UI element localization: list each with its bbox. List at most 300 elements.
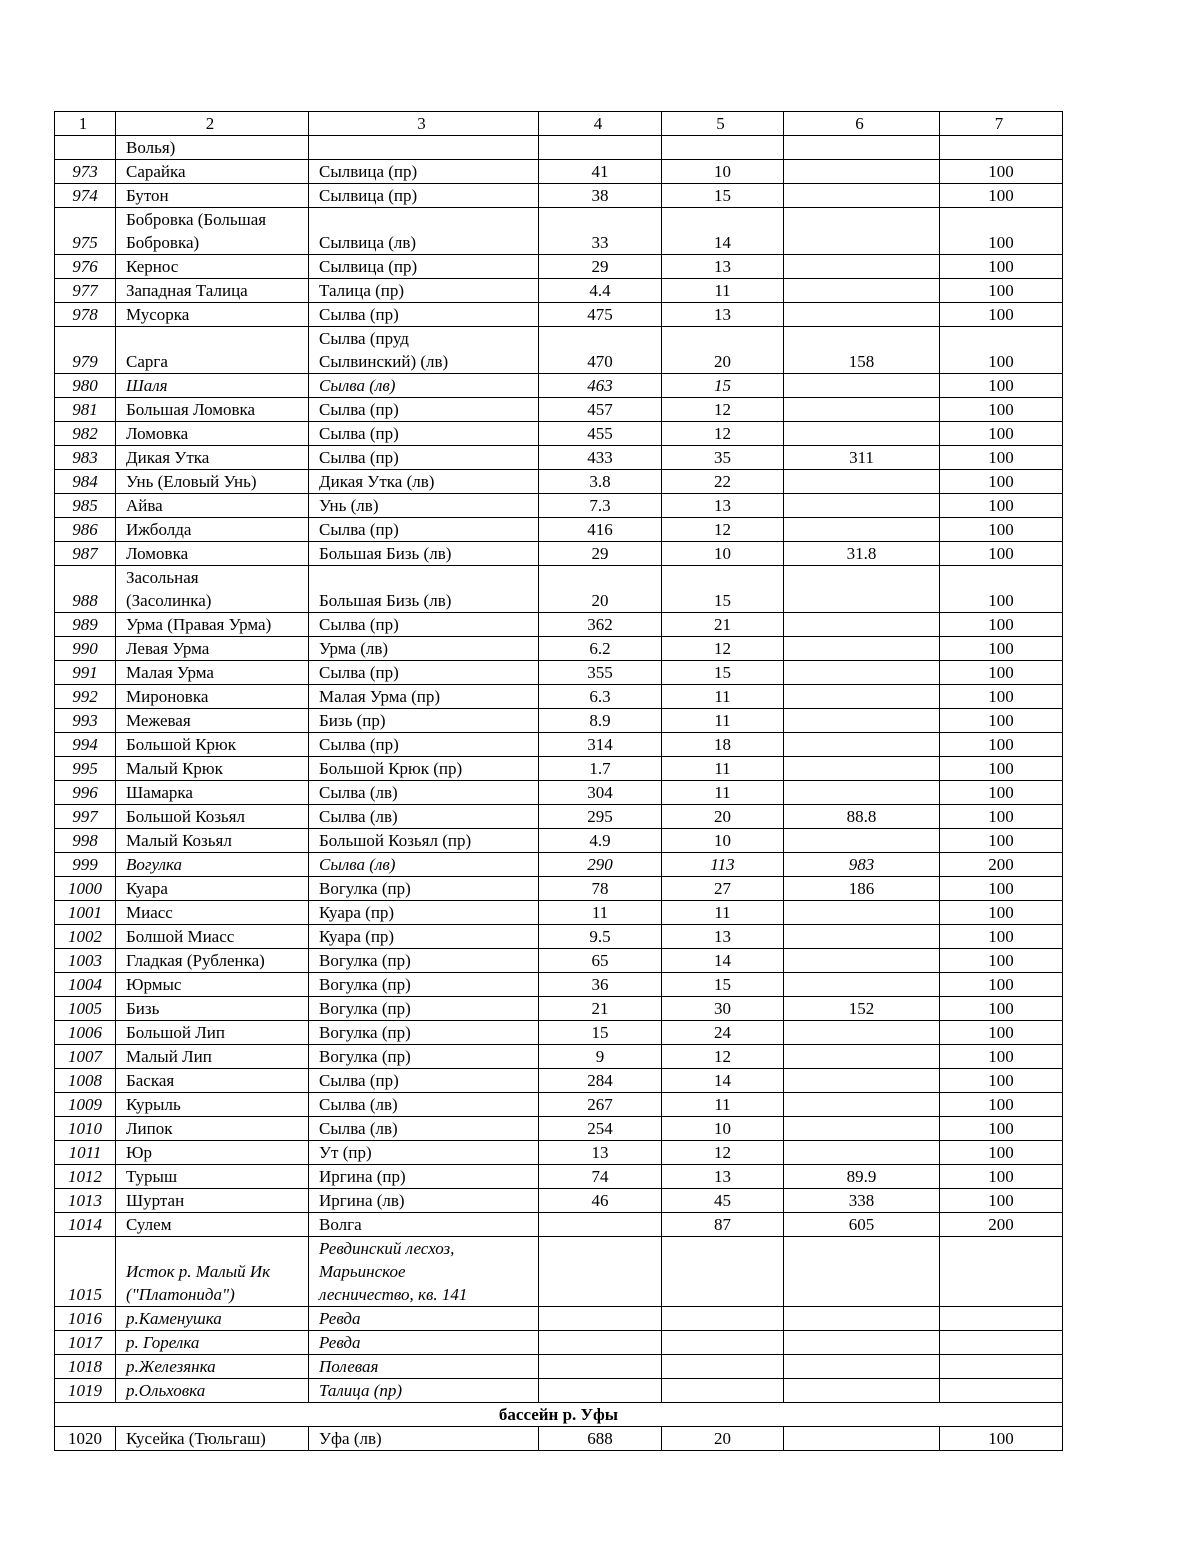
value-col-4 <box>539 136 662 160</box>
value-col-5: 14 <box>662 1069 784 1093</box>
row-number: 1013 <box>55 1189 116 1213</box>
mouth-river: Сылвица (пр) <box>309 160 539 184</box>
mouth-river: Сылвица (пр) <box>309 255 539 279</box>
river-name: Ломовка <box>116 542 309 566</box>
value-col-6 <box>784 925 940 949</box>
value-col-4: 470 <box>539 327 662 374</box>
value-col-5 <box>662 1237 784 1307</box>
row-number: 991 <box>55 661 116 685</box>
mouth-river: Вогулка (пр) <box>309 877 539 901</box>
row-number: 1002 <box>55 925 116 949</box>
mouth-river: Вогулка (пр) <box>309 973 539 997</box>
row-number: 1000 <box>55 877 116 901</box>
value-col-7: 100 <box>940 1141 1063 1165</box>
table-row <box>55 566 1063 613</box>
row-number: 979 <box>55 327 116 374</box>
table-row <box>55 853 1063 877</box>
header-cell: 3 <box>309 112 539 136</box>
value-col-5: 13 <box>662 1165 784 1189</box>
river-name: Миасс <box>116 901 309 925</box>
value-col-4: 267 <box>539 1093 662 1117</box>
value-col-4: 41 <box>539 160 662 184</box>
river-name: Юрмыс <box>116 973 309 997</box>
river-name: Сулем <box>116 1213 309 1237</box>
river-name: Гладкая (Рубленка) <box>116 949 309 973</box>
value-col-7: 100 <box>940 1021 1063 1045</box>
row-number: 984 <box>55 470 116 494</box>
value-col-5: 13 <box>662 494 784 518</box>
mouth-river: Вогулка (пр) <box>309 1045 539 1069</box>
river-name: Малый Козьял <box>116 829 309 853</box>
table-row <box>55 877 1063 901</box>
table-row <box>55 279 1063 303</box>
mouth-river: Бизь (пр) <box>309 709 539 733</box>
value-col-7: 100 <box>940 877 1063 901</box>
value-col-7: 100 <box>940 160 1063 184</box>
value-col-7: 100 <box>940 542 1063 566</box>
value-col-6 <box>784 1117 940 1141</box>
value-col-6 <box>784 685 940 709</box>
value-col-7: 100 <box>940 327 1063 374</box>
value-col-7: 100 <box>940 255 1063 279</box>
mouth-river: Уфа (лв) <box>309 1427 539 1451</box>
value-col-6: 152 <box>784 997 940 1021</box>
value-col-5: 11 <box>662 757 784 781</box>
value-col-6 <box>784 613 940 637</box>
river-name: Волья) <box>116 136 309 160</box>
table-row <box>55 1165 1063 1189</box>
table-row <box>55 470 1063 494</box>
river-name: Айва <box>116 494 309 518</box>
value-col-4: 8.9 <box>539 709 662 733</box>
value-col-4: 36 <box>539 973 662 997</box>
table-row <box>55 327 1063 374</box>
value-col-4: 355 <box>539 661 662 685</box>
table-row <box>55 1213 1063 1237</box>
value-col-5: 12 <box>662 637 784 661</box>
value-col-6: 983 <box>784 853 940 877</box>
mouth-river: Сылва (пр) <box>309 446 539 470</box>
value-col-6: 88.8 <box>784 805 940 829</box>
value-col-5: 15 <box>662 374 784 398</box>
mouth-river: Ревда <box>309 1331 539 1355</box>
river-name: Большой Лип <box>116 1021 309 1045</box>
mouth-river: Малая Урма (пр) <box>309 685 539 709</box>
value-col-5: 18 <box>662 733 784 757</box>
value-col-5: 10 <box>662 1117 784 1141</box>
row-number: 975 <box>55 208 116 255</box>
row-number <box>55 136 116 160</box>
value-col-7: 100 <box>940 494 1063 518</box>
row-number: 1010 <box>55 1117 116 1141</box>
row-number: 1014 <box>55 1213 116 1237</box>
row-number: 997 <box>55 805 116 829</box>
value-col-7: 100 <box>940 1117 1063 1141</box>
table-row <box>55 1307 1063 1331</box>
table-row <box>55 805 1063 829</box>
mouth-river: Сылва (пр) <box>309 398 539 422</box>
row-number: 1004 <box>55 973 116 997</box>
value-col-7: 100 <box>940 661 1063 685</box>
value-col-6 <box>784 1355 940 1379</box>
value-col-6 <box>784 1379 940 1403</box>
row-number: 989 <box>55 613 116 637</box>
row-number: 1018 <box>55 1355 116 1379</box>
value-col-5: 14 <box>662 949 784 973</box>
row-number: 974 <box>55 184 116 208</box>
value-col-5 <box>662 1307 784 1331</box>
value-col-7 <box>940 1379 1063 1403</box>
row-number: 1017 <box>55 1331 116 1355</box>
mouth-river: Сылва (пр) <box>309 518 539 542</box>
value-col-6 <box>784 470 940 494</box>
table-row <box>55 637 1063 661</box>
value-col-5: 10 <box>662 542 784 566</box>
row-number: 1008 <box>55 1069 116 1093</box>
value-col-7: 100 <box>940 398 1063 422</box>
value-col-7: 100 <box>940 781 1063 805</box>
table-row <box>55 1379 1063 1403</box>
value-col-7: 100 <box>940 184 1063 208</box>
mouth-river: Большая Бизь (лв) <box>309 566 539 613</box>
value-col-6 <box>784 661 940 685</box>
river-name: р.Каменушка <box>116 1307 309 1331</box>
table-row <box>55 1021 1063 1045</box>
value-col-5: 113 <box>662 853 784 877</box>
river-name: Юр <box>116 1141 309 1165</box>
river-name: Болшой Миасс <box>116 925 309 949</box>
river-name: Кусейка (Тюльгаш) <box>116 1427 309 1451</box>
value-col-4: 3.8 <box>539 470 662 494</box>
value-col-6 <box>784 1237 940 1307</box>
mouth-river <box>309 136 539 160</box>
mouth-river: Сылва (пр) <box>309 303 539 327</box>
value-col-7: 100 <box>940 470 1063 494</box>
value-col-6 <box>784 566 940 613</box>
value-col-4 <box>539 1331 662 1355</box>
row-number: 980 <box>55 374 116 398</box>
header-row <box>55 112 1063 136</box>
value-col-7: 100 <box>940 1093 1063 1117</box>
mouth-river: Сылва (пр) <box>309 613 539 637</box>
river-name: Мусорка <box>116 303 309 327</box>
mouth-river: Большая Бизь (лв) <box>309 542 539 566</box>
table-row <box>55 160 1063 184</box>
river-name: Вогулка <box>116 853 309 877</box>
value-col-4: 457 <box>539 398 662 422</box>
table-row <box>55 184 1063 208</box>
table-row <box>55 255 1063 279</box>
value-col-7: 100 <box>940 997 1063 1021</box>
river-name: Бизь <box>116 997 309 1021</box>
value-col-5: 11 <box>662 685 784 709</box>
row-number: 992 <box>55 685 116 709</box>
value-col-5: 20 <box>662 805 784 829</box>
value-col-7: 100 <box>940 279 1063 303</box>
row-number: 1009 <box>55 1093 116 1117</box>
row-number: 1012 <box>55 1165 116 1189</box>
table-row <box>55 901 1063 925</box>
row-number: 978 <box>55 303 116 327</box>
value-col-5: 11 <box>662 709 784 733</box>
value-col-7 <box>940 1355 1063 1379</box>
value-col-7: 100 <box>940 901 1063 925</box>
value-col-5 <box>662 1355 784 1379</box>
value-col-4: 33 <box>539 208 662 255</box>
value-col-5 <box>662 136 784 160</box>
mouth-river: Сылва (лв) <box>309 1093 539 1117</box>
header-cell: 2 <box>116 112 309 136</box>
river-name: Сарайка <box>116 160 309 184</box>
table-row <box>55 709 1063 733</box>
table-row <box>55 829 1063 853</box>
value-col-6 <box>784 422 940 446</box>
river-name: Мироновка <box>116 685 309 709</box>
row-number: 985 <box>55 494 116 518</box>
value-col-7: 100 <box>940 1069 1063 1093</box>
river-name: Баская <box>116 1069 309 1093</box>
river-name: р.Ольховка <box>116 1379 309 1403</box>
river-name: Левая Урма <box>116 637 309 661</box>
mouth-river: Иргина (лв) <box>309 1189 539 1213</box>
river-name: Ижболда <box>116 518 309 542</box>
value-col-4: 29 <box>539 542 662 566</box>
value-col-7: 100 <box>940 805 1063 829</box>
value-col-4: 20 <box>539 566 662 613</box>
value-col-5: 27 <box>662 877 784 901</box>
river-name: Малый Крюк <box>116 757 309 781</box>
value-col-4: 65 <box>539 949 662 973</box>
table-row <box>55 1045 1063 1069</box>
mouth-river: Куара (пр) <box>309 925 539 949</box>
value-col-7 <box>940 1331 1063 1355</box>
value-col-4: 314 <box>539 733 662 757</box>
table-row <box>55 613 1063 637</box>
row-number: 982 <box>55 422 116 446</box>
river-name: Липок <box>116 1117 309 1141</box>
value-col-6: 605 <box>784 1213 940 1237</box>
value-col-7: 100 <box>940 829 1063 853</box>
section-row <box>55 1403 1063 1427</box>
value-col-4: 6.2 <box>539 637 662 661</box>
value-col-6 <box>784 518 940 542</box>
value-col-5: 13 <box>662 925 784 949</box>
value-col-5: 15 <box>662 661 784 685</box>
river-name: Турыш <box>116 1165 309 1189</box>
value-col-7: 100 <box>940 374 1063 398</box>
value-col-4: 29 <box>539 255 662 279</box>
mouth-river: Дикая Утка (лв) <box>309 470 539 494</box>
value-col-4: 21 <box>539 997 662 1021</box>
value-col-4: 433 <box>539 446 662 470</box>
table-row <box>55 303 1063 327</box>
mouth-river: Вогулка (пр) <box>309 1021 539 1045</box>
value-col-6: 311 <box>784 446 940 470</box>
value-col-5: 12 <box>662 422 784 446</box>
table-row <box>55 398 1063 422</box>
mouth-river: Сылва (пр) <box>309 1069 539 1093</box>
value-col-4: 1.7 <box>539 757 662 781</box>
value-col-6 <box>784 829 940 853</box>
header-cell: 7 <box>940 112 1063 136</box>
row-number: 981 <box>55 398 116 422</box>
river-name: Исток р. Малый Ик ("Платонида") <box>116 1237 309 1307</box>
row-number: 998 <box>55 829 116 853</box>
value-col-5: 20 <box>662 1427 784 1451</box>
table-row <box>55 1189 1063 1213</box>
value-col-5: 30 <box>662 997 784 1021</box>
value-col-7 <box>940 1237 1063 1307</box>
header-cell: 4 <box>539 112 662 136</box>
value-col-7: 100 <box>940 1045 1063 1069</box>
value-col-5: 45 <box>662 1189 784 1213</box>
value-col-6: 31.8 <box>784 542 940 566</box>
table-row <box>55 542 1063 566</box>
value-col-7: 100 <box>940 1427 1063 1451</box>
river-name: Курыль <box>116 1093 309 1117</box>
value-col-5: 13 <box>662 255 784 279</box>
value-col-7: 100 <box>940 973 1063 997</box>
value-col-7: 100 <box>940 949 1063 973</box>
table-row <box>55 973 1063 997</box>
value-col-6 <box>784 733 940 757</box>
mouth-river: Сылва (пр) <box>309 661 539 685</box>
river-name: Засольная (Засолинка) <box>116 566 309 613</box>
value-col-5: 12 <box>662 1045 784 1069</box>
value-col-4 <box>539 1307 662 1331</box>
value-col-6 <box>784 184 940 208</box>
value-col-4: 15 <box>539 1021 662 1045</box>
river-name: Шуртан <box>116 1189 309 1213</box>
value-col-6 <box>784 901 940 925</box>
value-col-7 <box>940 136 1063 160</box>
table-row <box>55 1355 1063 1379</box>
row-number: 977 <box>55 279 116 303</box>
mouth-river: Волга <box>309 1213 539 1237</box>
value-col-6 <box>784 709 940 733</box>
value-col-6 <box>784 1069 940 1093</box>
value-col-4: 290 <box>539 853 662 877</box>
value-col-7: 100 <box>940 925 1063 949</box>
table-row <box>55 1093 1063 1117</box>
mouth-river: Сылва (пр) <box>309 733 539 757</box>
river-name: Бутон <box>116 184 309 208</box>
value-col-4: 688 <box>539 1427 662 1451</box>
mouth-river: Унь (лв) <box>309 494 539 518</box>
river-name: Шаля <box>116 374 309 398</box>
value-col-5: 20 <box>662 327 784 374</box>
row-number: 988 <box>55 566 116 613</box>
row-number: 976 <box>55 255 116 279</box>
value-col-7: 100 <box>940 518 1063 542</box>
value-col-7: 100 <box>940 757 1063 781</box>
value-col-6 <box>784 949 940 973</box>
value-col-6 <box>784 1307 940 1331</box>
header-cell: 5 <box>662 112 784 136</box>
value-col-5: 13 <box>662 303 784 327</box>
value-col-5: 22 <box>662 470 784 494</box>
mouth-river: Вогулка (пр) <box>309 949 539 973</box>
river-name: Западная Талица <box>116 279 309 303</box>
mouth-river: Большой Козьял (пр) <box>309 829 539 853</box>
table-row <box>55 1141 1063 1165</box>
value-col-7: 100 <box>940 446 1063 470</box>
value-col-4: 74 <box>539 1165 662 1189</box>
value-col-6 <box>784 136 940 160</box>
value-col-5 <box>662 1331 784 1355</box>
row-number: 993 <box>55 709 116 733</box>
value-col-5: 35 <box>662 446 784 470</box>
value-col-7: 100 <box>940 733 1063 757</box>
row-number: 973 <box>55 160 116 184</box>
value-col-7: 100 <box>940 422 1063 446</box>
row-number: 995 <box>55 757 116 781</box>
value-col-6 <box>784 1021 940 1045</box>
value-col-6 <box>784 160 940 184</box>
header-cell: 6 <box>784 112 940 136</box>
value-col-6 <box>784 1045 940 1069</box>
value-col-4: 46 <box>539 1189 662 1213</box>
row-number: 999 <box>55 853 116 877</box>
mouth-river: Куара (пр) <box>309 901 539 925</box>
value-col-7: 100 <box>940 685 1063 709</box>
river-name: Малая Урма <box>116 661 309 685</box>
value-col-7: 100 <box>940 566 1063 613</box>
river-name: Большая Ломовка <box>116 398 309 422</box>
value-col-6 <box>784 303 940 327</box>
table-row <box>55 422 1063 446</box>
section-title: бассейн р. Уфы <box>55 1403 1063 1427</box>
value-col-7: 200 <box>940 1213 1063 1237</box>
value-col-4: 284 <box>539 1069 662 1093</box>
mouth-river: Сылвица (лв) <box>309 208 539 255</box>
value-col-6: 89.9 <box>784 1165 940 1189</box>
value-col-4: 11 <box>539 901 662 925</box>
mouth-river: Сылвица (пр) <box>309 184 539 208</box>
value-col-5: 21 <box>662 613 784 637</box>
value-col-5: 10 <box>662 829 784 853</box>
value-col-4 <box>539 1355 662 1379</box>
value-col-5: 15 <box>662 973 784 997</box>
table-row <box>55 997 1063 1021</box>
value-col-4: 6.3 <box>539 685 662 709</box>
mouth-river: Талица (пр) <box>309 279 539 303</box>
table-row <box>55 685 1063 709</box>
value-col-4: 7.3 <box>539 494 662 518</box>
river-name: Большой Крюк <box>116 733 309 757</box>
mouth-river: Полевая <box>309 1355 539 1379</box>
value-col-4: 13 <box>539 1141 662 1165</box>
value-col-5: 11 <box>662 901 784 925</box>
mouth-river: Урма (лв) <box>309 637 539 661</box>
table-row <box>55 781 1063 805</box>
value-col-4: 455 <box>539 422 662 446</box>
mouth-river: Иргина (пр) <box>309 1165 539 1189</box>
river-name: Межевая <box>116 709 309 733</box>
mouth-river: Ревдинский лесхоз, Марьинское лесничество, кв. 141 <box>309 1237 539 1307</box>
value-col-4: 38 <box>539 184 662 208</box>
value-col-5: 11 <box>662 1093 784 1117</box>
value-col-5: 11 <box>662 279 784 303</box>
table-row <box>55 1331 1063 1355</box>
value-col-7: 100 <box>940 709 1063 733</box>
river-name: р. Горелка <box>116 1331 309 1355</box>
table-row <box>55 733 1063 757</box>
mouth-river: Сылва (лв) <box>309 805 539 829</box>
table-row <box>55 757 1063 781</box>
value-col-4: 9 <box>539 1045 662 1069</box>
river-name: Малый Лип <box>116 1045 309 1069</box>
